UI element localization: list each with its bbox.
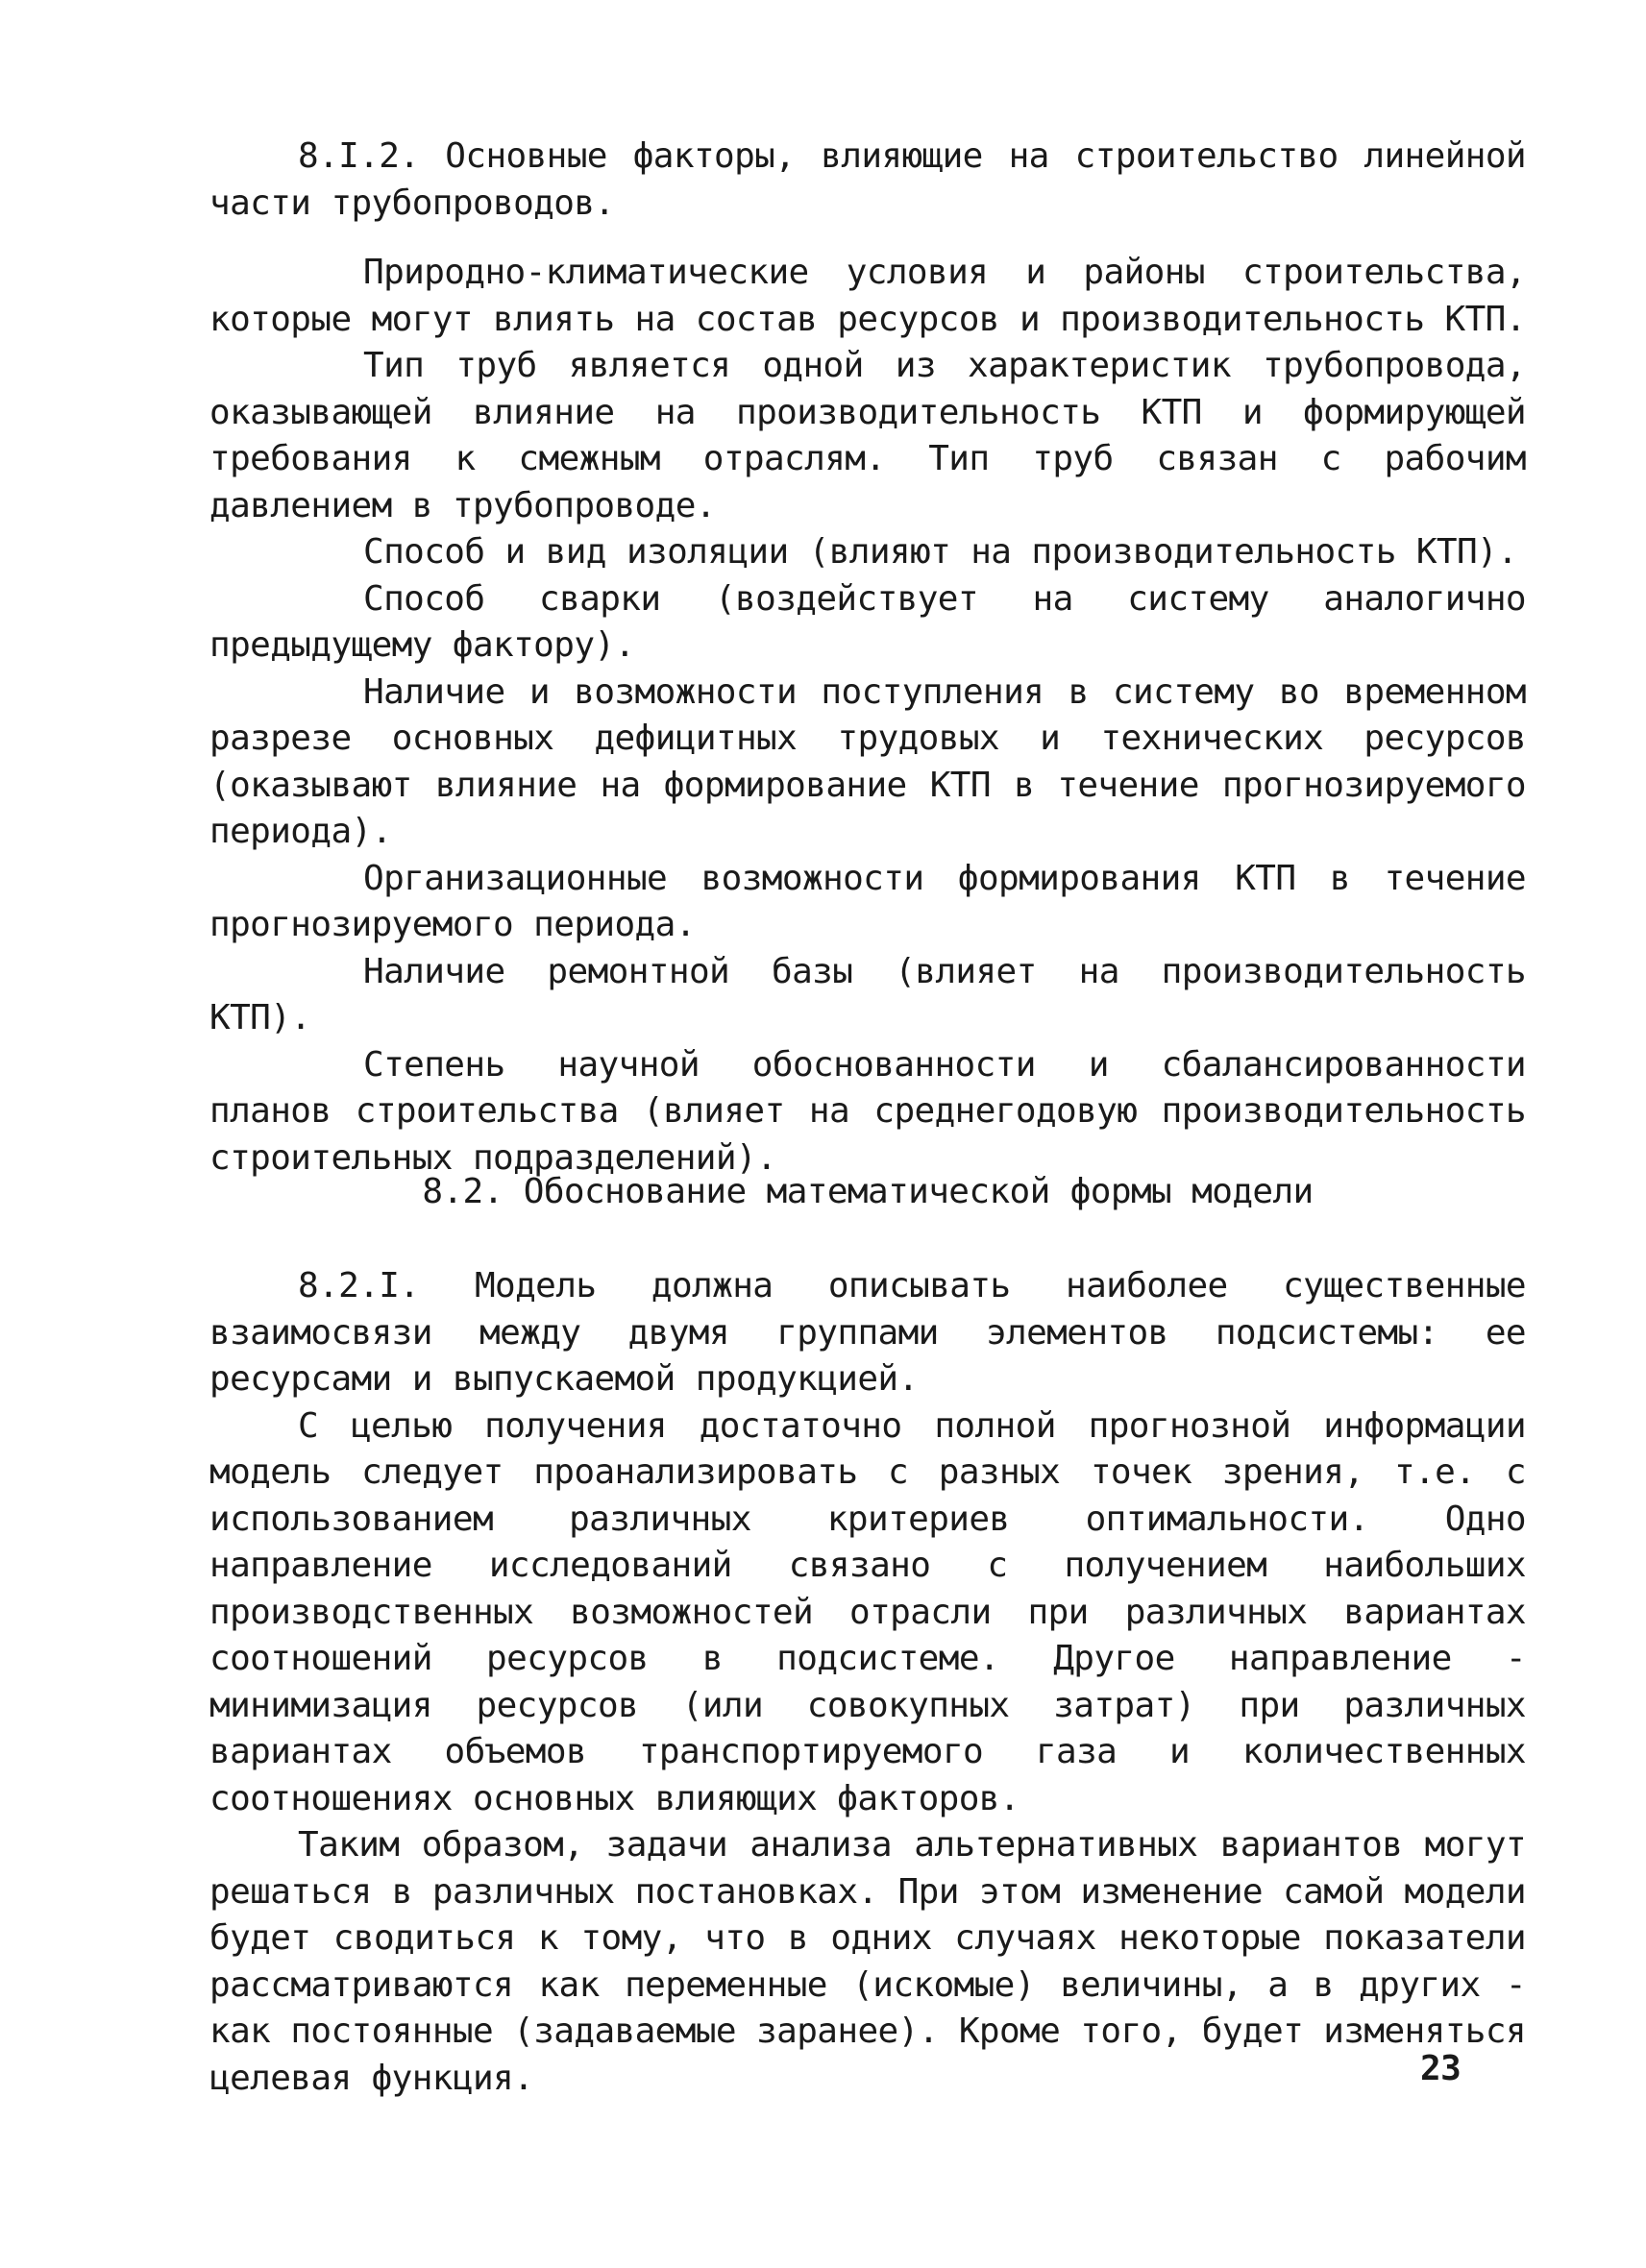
paragraph: Способ и вид изоляции (влияют на производительность КТП). — [363, 532, 1518, 572]
paragraph: 8.2.I. Модель должна описывать наиболее существенные взаимосвязи между двумя группами элементов подсистемы: ее ресурсами и выпускаемой продукцией. — [209, 1266, 1526, 1399]
section-8-1-2-lead — [209, 134, 1526, 227]
paragraph: Природно-климатические условия и районы строительства, которые могут влиять на состав ресурсов и производительность КТП. — [209, 253, 1526, 339]
paragraph: Наличие ремонтной базы (влияет на производительность КТП). — [209, 951, 1526, 1037]
paragraph: Степень научной обоснованности и сбалансированности планов строительства (влияет на среднегодовую производительность строительных подразделений). — [209, 1044, 1526, 1178]
page-number: 23 — [1420, 2049, 1462, 2088]
paragraph: Организационные возможности формирования КТП в течение прогнозируемого периода. — [209, 858, 1526, 944]
paragraph: С целью получения достаточно полной прогнозной информации модель следует проанализировать с разных точек зрения, т.е. с использованием различных критериев оптимальности. Одно направление исследований связано с получением наибольших производственных возможностей отрасли при различных вариантах соотношений ресурсов в подсистеме. Другое направление - минимизация ресурсов (или совокупных затрат) при различных вариантах объемов транспортируемого газа и количественных соотношениях основных влияющих факторов. — [209, 1405, 1526, 1818]
paragraph: 8.I.2. Основные факторы, влияющие на строительство линейной части трубопроводов. — [209, 136, 1526, 223]
section-8-1-2-factors — [209, 250, 1526, 1182]
paragraph: Таким образом, задачи анализа альтернативных вариантов могут решаться в различных постановках. При этом изменение самой модели будет сводиться к тому, что в одних случаях некоторые показатели рассматриваются как переменные (искомые) величины, а в других - как постоянные (задаваемые заранее). Кроме того, будет изменяться целевая функция. — [209, 1825, 1526, 2098]
paragraph: Наличие и возможности поступления в систему во временном разрезе основных дефицитных трудовых и технических ресурсов (оказывают влияние на формирование КТП в течение прогнозируемого периода). — [209, 671, 1526, 851]
section-heading: 8.2. Обоснование математической формы модели — [422, 1172, 1314, 1211]
paragraph: Тип труб является одной из характеристик трубопровода, оказывающей влияние на производительность КТП и формирующей требования к смежным отраслям. Тип труб связан с рабочим давлением в трубопроводе. — [209, 346, 1526, 525]
paragraph: Способ сварки (воздействует на систему аналогично предыдущему фактору). — [209, 578, 1526, 665]
section-8-2-body — [209, 1263, 1526, 2102]
